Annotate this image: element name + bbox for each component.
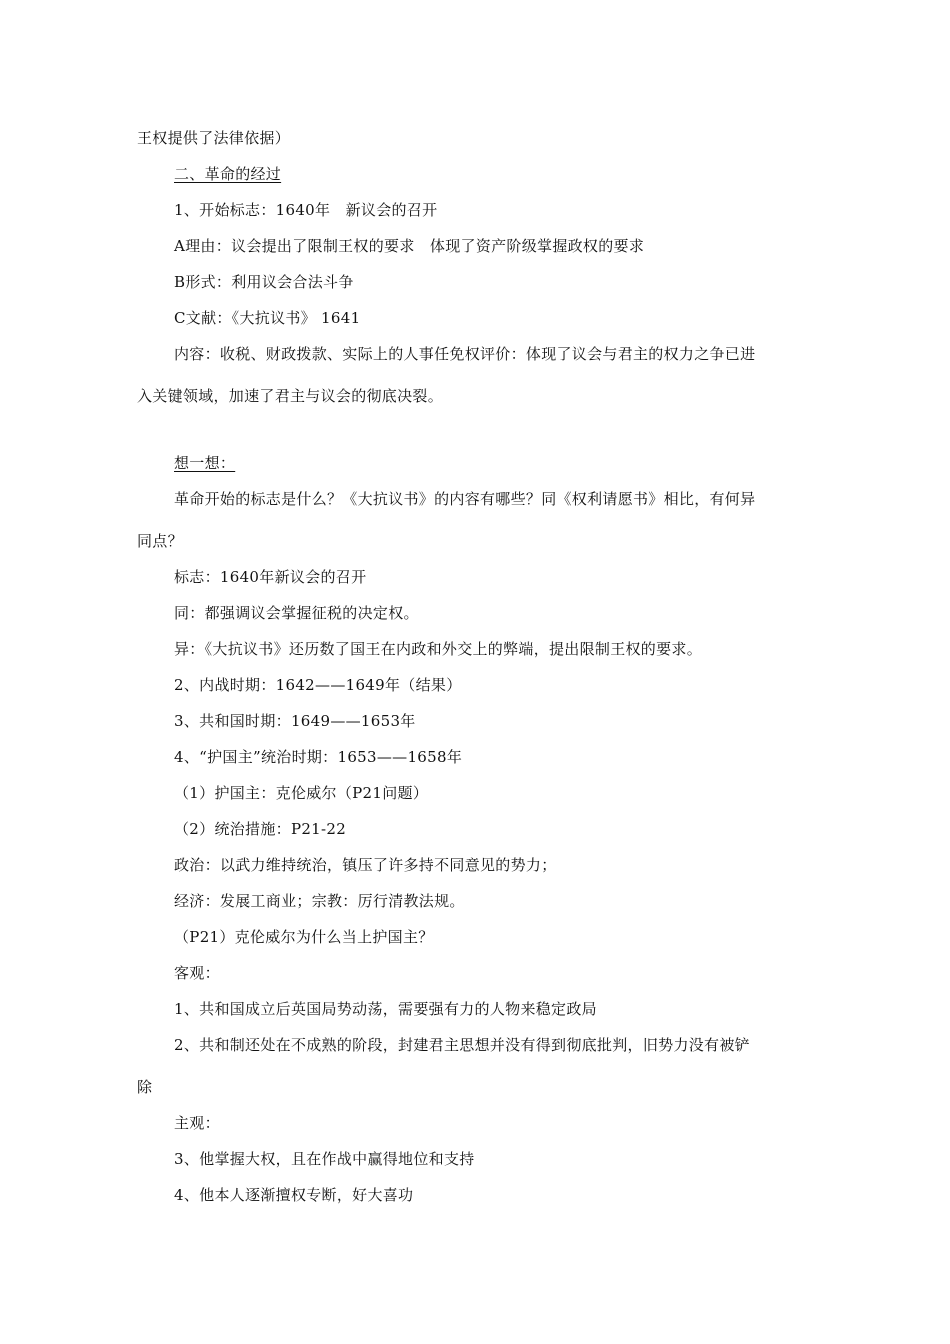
text-line: 政治：以武力维持统治，镇压了许多持不同意见的势力； [174,856,557,874]
text-line: 标志：1640年新议会的召开 [174,568,367,586]
text-line: 内容：收税、财政拨款、实际上的人事任免权评价：体现了议会与君主的权力之争已进 [174,345,756,363]
text-line: 2、内战时期：1642——1649年（结果） [174,676,462,694]
text-line: 主观： [174,1114,220,1132]
text-line: B形式：利用议会合法斗争 [174,273,354,291]
text-line: 4、他本人逐渐擅权专断，好大喜功 [174,1186,414,1204]
text-line: 异：《大抗议书》还历数了国王在内政和外交上的弊端，提出限制王权的要求。 [174,640,703,658]
text-line: 4、“护国主”统治时期：1653——1658年 [174,748,463,766]
text-line: 客观： [174,964,220,982]
text-line: A理由：议会提出了限制王权的要求 体现了资产阶级掌握政权的要求 [174,237,645,255]
think-heading: 想一想： [174,454,236,472]
section-heading: 二、革命的经过 [174,165,282,183]
text-line: 同：都强调议会掌握征税的决定权。 [174,604,419,622]
text-line: 3、他掌握大权，且在作战中赢得地位和支持 [174,1150,475,1168]
text-line: 入关键领域，加速了君主与议会的彻底决裂。 [137,387,444,405]
text-line: 经济：发展工商业；宗教：厉行清教法规。 [174,892,465,910]
text-line: 3、共和国时期：1649——1653年 [174,712,416,730]
text-line: 同点？ [137,532,183,550]
text-line: （1）护国主：克伦威尔（P21问题） [174,784,429,802]
text-line: （2）统治措施：P21-22 [174,820,347,838]
text-line: C文献：《大抗议书》 1641 [174,309,361,327]
text-line: 2、共和制还处在不成熟的阶段，封建君主思想并没有得到彻底批判，旧势力没有被铲 [174,1036,750,1054]
text-line: 革命开始的标志是什么？《大抗议书》的内容有哪些？同《权利请愿书》相比，有何异 [174,490,756,508]
text-line: 除 [137,1078,153,1096]
text-line: 1、开始标志：1640年 新议会的召开 [174,201,438,219]
text-line: 1、共和国成立后英国局势动荡，需要强有力的人物来稳定政局 [174,1000,597,1018]
text-line: 王权提供了法律依据） [137,129,291,147]
text-line: （P21）克伦威尔为什么当上护国主？ [174,928,434,946]
